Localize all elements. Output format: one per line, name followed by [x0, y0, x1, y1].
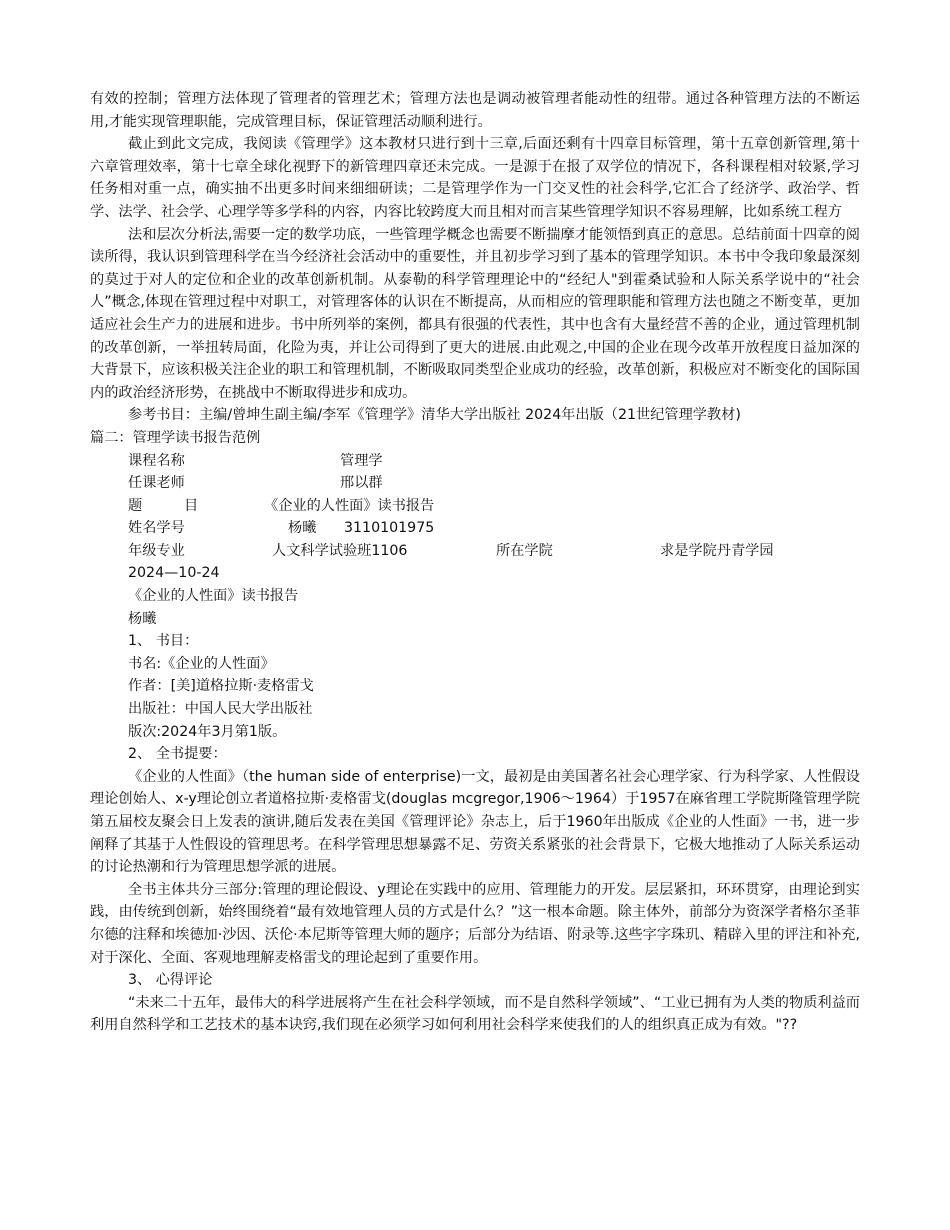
book-edition: 版次:2024年3月第1版。: [128, 723, 287, 740]
report-author: 杨曦: [128, 610, 157, 627]
student-name: 杨曦: [288, 520, 317, 537]
title-label-a: 题: [128, 497, 143, 514]
teacher-value: 邢以群: [340, 475, 383, 492]
title-label-b: 目: [184, 497, 199, 514]
course-row: [90, 450, 860, 473]
book-publisher: 出版社：中国人民大学出版社: [128, 701, 313, 718]
section-2-heading: 2、 全书提要：: [128, 746, 227, 763]
title-value: 《企业的人性面》读书报告: [264, 497, 435, 514]
student-row: [90, 517, 860, 540]
summary-paragraph-origin: 《企业的人性面》（the human side of enterprise)一文，最初是由美国著名社会心理学家、行为科学家、人性假设理论创始人、x-y理论创立者道格拉斯·麦格雷戈(douglas mcgregor,1906～1964）于1957在麻省理工学院斯隆管理学院第五届校友聚会日上发表的演讲,随后发表在美国《管理评论》杂志上，后于1960年出版成《企业的人性面》一书，进一步阐释了其基于人性假设的管理思考。在科学管理思想暴露不足、劳资关系紧张的社会背景下，它极大地推动了人际关系运动的讨论热潮和行为管理思想学派的进展。: [90, 768, 860, 876]
grade-value: 人文科学试验班1106: [272, 542, 408, 559]
student-label: 姓名学号: [128, 520, 185, 537]
course-value: 管理学: [340, 452, 383, 469]
report-date: 2024—10-24: [128, 565, 220, 582]
section-heading: 篇二：管理学读书报告范例: [90, 429, 261, 446]
section-3-heading: 3、 心得评论: [128, 972, 213, 989]
student-id: 3110101975: [344, 520, 435, 537]
book-author: 作者：[美]道格拉斯·麦格雷戈: [128, 678, 314, 695]
paragraph-management-methods: 有效的控制；管理方法体现了管理者的管理艺术；管理方法也是调动被管理者能动性的纽带。通过各种管理方法的不断运用,才能实现管理职能，完成管理目标，保证管理活动顺利进行。: [90, 91, 860, 130]
grade-row: [90, 540, 860, 563]
college-label: 所在学院: [496, 542, 553, 559]
book-name: 书名:《企业的人性面》: [128, 655, 275, 672]
comment-paragraph: “未来二十五年，最伟大的科学进展将产生在社会科学领域，而不是自然科学领域”、“工业已拥有为人类的物质利益而利用自然科学和工艺技术的基本诀窍,我们现在必须学习如何利用社会科学来使我们的人的组织真正成为有效。"??: [90, 994, 860, 1034]
paragraph-reading-insights: 法和层次分析法,需要一定的数学功底，一些管理学概念也需要不断揣摩才能领悟到真正的意思。总结前面十四章的阅读所得，我认识到管理科学在当今经济社会活动中的重要性，并且初步学习到了基本的管理学知识。本书中令我印象最深刻的莫过于对人的定位和企业的改革创新机制。从泰勒的科学管理理论中的“经纪人"到霍桑试验和人际关系学说中的“社会人”概念,体现在管理过程中对职工，对管理客体的认识在不断提高，从而相应的管理职能和管理方法也随之不断变革，更加适应社会生产力的进展和进步。书中所列举的案例，都具有很强的代表性，其中也含有大量经营不善的企业，通过管理机制的改革创新，一举扭转局面，化险为夷，并让公司得到了更大的进展.由此观之,中国的企业在现今改革开放程度日益加深的大背景下，应该积极关注企业的职工和管理机制，不断吸取同类型企业成功的经验，改革创新，积极应对不断变化的国际国内的政治经济形势，在挑战中不断取得进步和成功。: [90, 226, 860, 401]
reference-line: 参考书目：主编/曾坤生副主编/李军《管理学》清华大学出版社 2024年出版（21世纪管理学教材): [128, 407, 741, 424]
title-row: [90, 495, 860, 518]
summary-paragraph-structure: 全书主体共分三部分:管理的理论假设、y理论在实践中的应用、管理能力的开发。层层紧扣，环环贯穿，由理论到实践，由传统到创新，始终围绕着“最有效地管理人员的方式是什么？”这一根本命题。除主体外，前部分为资深学者格尔圣菲尔德的注释和埃德加·沙因、沃伦·本尼斯等管理大师的题序；后部分为结语、附录等.这些字字珠玑、精辟入里的评注和补充,对于深化、全面、客观地理解麦格雷戈的理论起到了重要作用。: [90, 881, 860, 966]
section-1-heading: 1、 书目：: [128, 633, 199, 650]
course-label: 课程名称: [128, 452, 185, 469]
college-value: 求是学院丹青学园: [660, 542, 774, 559]
report-title: 《企业的人性面》读书报告: [128, 588, 299, 605]
teacher-label: 任课老师: [128, 475, 185, 492]
grade-label: 年级专业: [128, 542, 185, 559]
document-page: [90, 88, 860, 1037]
paragraph-reading-progress: 截止到此文完成，我阅读《管理学》这本教材只进行到十三章,后面还剩有十四章目标管理，第十五章创新管理,第十六章管理效率，第十七章全球化视野下的新管理四章还未完成。一是源于在报了双学位的情况下，各科课程相对较紧,学习任务相对重一点，确实抽不出更多时间来细细研读；二是管理学作为一门交叉性的社会科学,它汇合了经济学、政治学、哲学、法学、社会学、心理学等多学科的内容，内容比较跨度大而且相对而言某些管理学知识不容易理解，比如系统工程方: [90, 136, 860, 220]
teacher-row: [90, 472, 860, 495]
